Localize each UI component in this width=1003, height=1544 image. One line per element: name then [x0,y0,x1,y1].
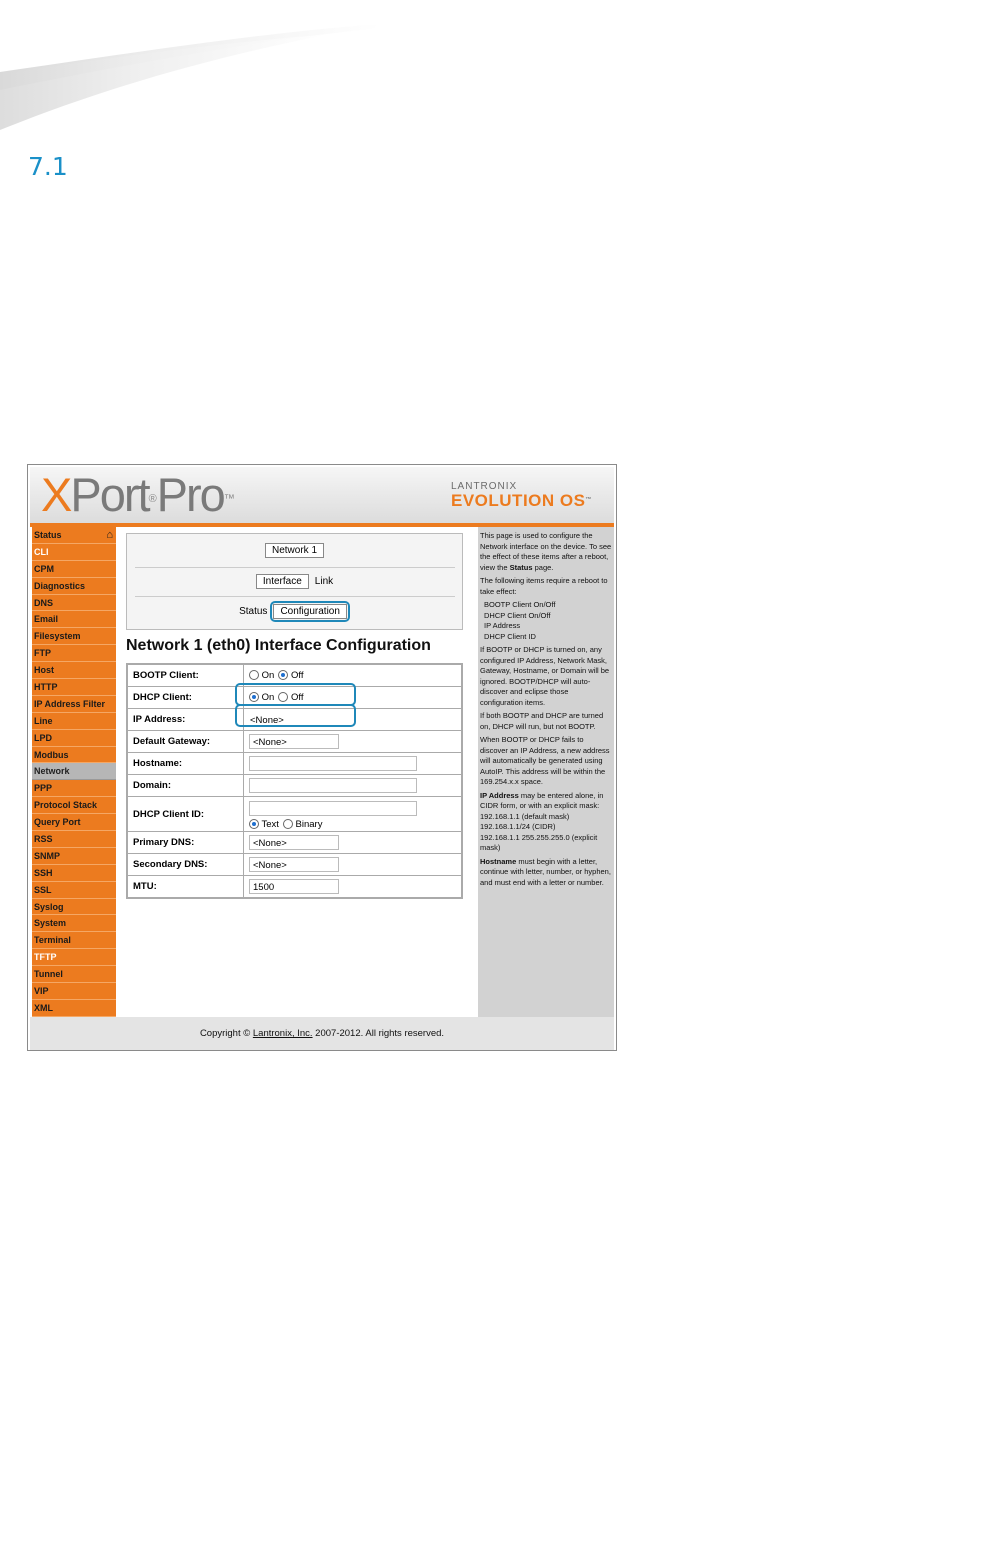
secondary-dns-label: Secondary DNS: [127,854,244,876]
help-text: When BOOTP or DHCP fails to discover an IP Address, a new address will automatically be generated using AutoIP. This address will be within the 169.254.x.x space. [480,735,610,786]
primary-dns-input[interactable]: <None> [249,835,339,850]
ip-address-input[interactable]: <None> [249,712,337,727]
sidebar-item-label: Terminal [34,935,71,946]
default-gateway-label: Default Gateway: [127,731,244,753]
table-row [127,876,462,899]
dhcp-on-radio[interactable] [249,692,259,702]
reboot-list-item: IP Address [484,621,521,630]
main-content [116,527,478,1017]
help-text: If both BOOTP and DHCP are turned on, DHCP will run, but not BOOTP. [480,711,604,731]
footer: Copyright © Lantronix, Inc. 2007-2012. All rights reserved. [30,1017,614,1050]
sidebar-item-ssh[interactable] [32,865,116,882]
sidebar-item-dns[interactable] [32,595,116,612]
table-row [127,731,462,753]
sidebar-item-label: Filesystem [34,631,81,642]
sidebar-item-ip-address-filter[interactable] [32,696,116,713]
ip-address-label: IP Address: [127,709,244,731]
sidebar-item-label: CPM [34,563,54,574]
network-1-button[interactable]: Network 1 [265,543,324,558]
sidebar-item-http[interactable] [32,679,116,696]
ip-example: 192.168.1.1 255.255.255.0 (explicit mask) [480,832,598,852]
sidebar-item-vip[interactable] [32,983,116,1000]
sidebar-item-modbus[interactable] [32,747,116,764]
ip-example: 192.168.1.1/24 (CIDR) [480,822,556,831]
help-text: If BOOTP or DHCP is turned on, any configured IP Address, Network Mask, Gateway, Hostname, or Domain will be ignored. BOOTP/DHCP will auto-discover and eclipse those configuration items. [480,645,610,707]
radio-label: Off [290,692,304,703]
sidebar-item-system[interactable] [32,915,116,932]
reboot-list-item: BOOTP Client On/Off [484,600,556,609]
tab-interface[interactable]: Interface [256,574,309,589]
sidebar-item-label: Diagnostics [34,580,86,591]
dhcp-client-id-input[interactable] [249,801,417,816]
hostname-input[interactable] [249,756,417,771]
sidebar-item-label: Network [34,766,70,777]
header-bar [30,467,614,523]
divider [135,567,455,568]
radio-label: Binary [295,818,323,830]
table-row [127,753,462,775]
section-number: 7.1 [28,152,68,181]
sidebar-item-ssl[interactable] [32,882,116,899]
evolution-os-logo: LANTRONIX EVOLUTION OS™ [451,481,592,510]
help-text: This page is used to configure the Network interface on the device. To see the effect of these items after a reboot, view the Status page. [480,531,612,572]
sidebar-item-label: FTP [34,648,51,659]
sidebar-item-network[interactable] [32,763,116,780]
table-row [127,775,462,797]
bootp-off-radio[interactable] [278,670,288,680]
page-title: Network 1 (eth0) Interface Configuration [126,637,431,654]
table-row [127,832,462,854]
sidebar-item-syslog[interactable] [32,899,116,916]
help-text: IP Address may be entered alone, in CIDR form, or with an explicit mask: 192.168.1.1 (default mask) 192.168.1.1/24 (CIDR) 192.168.1.1 255.255.255.0 (explicit mask) [480,791,612,854]
sidebar-item-lpd[interactable] [32,730,116,747]
table-row [127,854,462,876]
sidebar-nav [32,527,116,1017]
help-text: Hostname must begin with a letter, continue with letter, number, or hyphen, and must end with a letter or number. [480,856,611,887]
sidebar-item-label: RSS [34,834,53,845]
bootp-label: BOOTP Client: [127,664,244,687]
config-table [126,663,463,899]
sidebar-item-terminal[interactable] [32,932,116,949]
primary-dns-label: Primary DNS: [127,832,244,854]
reboot-list-item: DHCP Client On/Off [484,610,551,620]
sidebar-item-label: PPP [34,783,53,794]
mtu-label: MTU: [127,876,244,899]
sidebar-item-label: Email [34,614,59,625]
sidebar-item-line[interactable] [32,713,116,730]
sidebar-item-label: DNS [34,597,54,608]
sidebar-item-label: SNMP [34,850,61,861]
table-row [127,709,462,731]
sidebar-item-snmp[interactable] [32,848,116,865]
sidebar-item-label: Status [34,530,62,540]
sidebar-item-label: Host [34,665,54,676]
client-id-binary-radio[interactable] [283,819,293,829]
radio-label: On [261,692,275,703]
help-text: The following items require a reboot to take effect: [480,576,608,596]
sidebar-item-label: SSH [34,867,53,878]
radio-label: Text [261,818,279,830]
table-row [127,797,462,832]
radio-label: Off [290,670,304,681]
reboot-list-item: DHCP Client ID [484,631,536,641]
sidebar-item-label: VIP [34,986,49,997]
table-row [127,664,462,687]
sidebar-item-ftp[interactable] [32,645,116,662]
domain-input[interactable] [249,778,417,793]
sidebar-item-protocol-stack[interactable] [32,797,116,814]
sidebar-item-rss[interactable] [32,831,116,848]
hostname-label: Hostname: [127,753,244,775]
sidebar-item-label: SSL [34,884,52,895]
sidebar-item-query-port[interactable] [32,814,116,831]
divider [135,596,455,597]
lantronix-link[interactable]: Lantronix, Inc. [252,1028,313,1039]
sidebar-item-label: HTTP [34,682,58,693]
default-gateway-input[interactable]: <None> [249,734,339,749]
sidebar-item-tunnel[interactable] [32,966,116,983]
tab-panel [126,533,463,630]
sidebar-item-label: TFTP [34,952,57,963]
sidebar-item-label: Query Port [34,817,81,828]
configuration-highlight [270,601,349,622]
sidebar-item-label: CLI [34,546,49,557]
domain-label: Domain: [127,775,244,797]
dhcp-client-id-label: DHCP Client ID: [127,797,244,832]
sidebar-item-label: XML [34,1002,53,1013]
tab-configuration[interactable]: Configuration [273,604,346,619]
sidebar-item-diagnostics[interactable] [32,578,116,595]
ip-example: 192.168.1.1 (default mask) [480,811,570,821]
sidebar-item-xml[interactable] [32,1000,116,1017]
radio-label: On [261,670,275,681]
bootp-on-radio[interactable] [249,670,259,680]
sidebar-item-label: Syslog [34,901,64,912]
sidebar-item-ppp[interactable] [32,780,116,797]
help-panel [478,527,614,1017]
header-swoosh [0,0,1003,200]
tab-link[interactable]: Link [314,576,334,587]
sidebar-item-tftp[interactable] [32,949,116,966]
table-row [127,687,462,709]
sidebar-item-label: LPD [34,732,52,743]
sidebar-item-cpm[interactable] [32,561,116,578]
sidebar-item-label: IP Address Filter [34,698,106,709]
home-icon[interactable]: ⌂ [106,529,113,541]
sidebar-item-cli[interactable] [32,544,116,561]
sidebar-item-label: Modbus [34,749,69,760]
reboot-list [480,600,612,642]
secondary-dns-input[interactable]: <None> [249,857,339,872]
sidebar-item-label: Protocol Stack [34,800,98,811]
client-id-text-radio[interactable] [249,819,259,829]
web-manager-screenshot [27,464,617,1051]
sidebar-item-filesystem[interactable] [32,628,116,645]
dhcp-off-radio[interactable] [278,692,288,702]
mtu-input[interactable]: 1500 [249,879,339,894]
sidebar-item-label: Line [34,715,53,726]
sidebar-item-host[interactable] [32,662,116,679]
sidebar-item-label: Tunnel [34,969,63,980]
sidebar-item-label: System [34,918,67,929]
xportpro-logo: XPort®Pro™ [41,468,235,521]
tab-status[interactable]: Status [239,606,268,617]
sidebar-item-email[interactable] [32,611,116,628]
dhcp-label: DHCP Client: [127,687,244,709]
sidebar-item-status[interactable] [32,527,116,544]
